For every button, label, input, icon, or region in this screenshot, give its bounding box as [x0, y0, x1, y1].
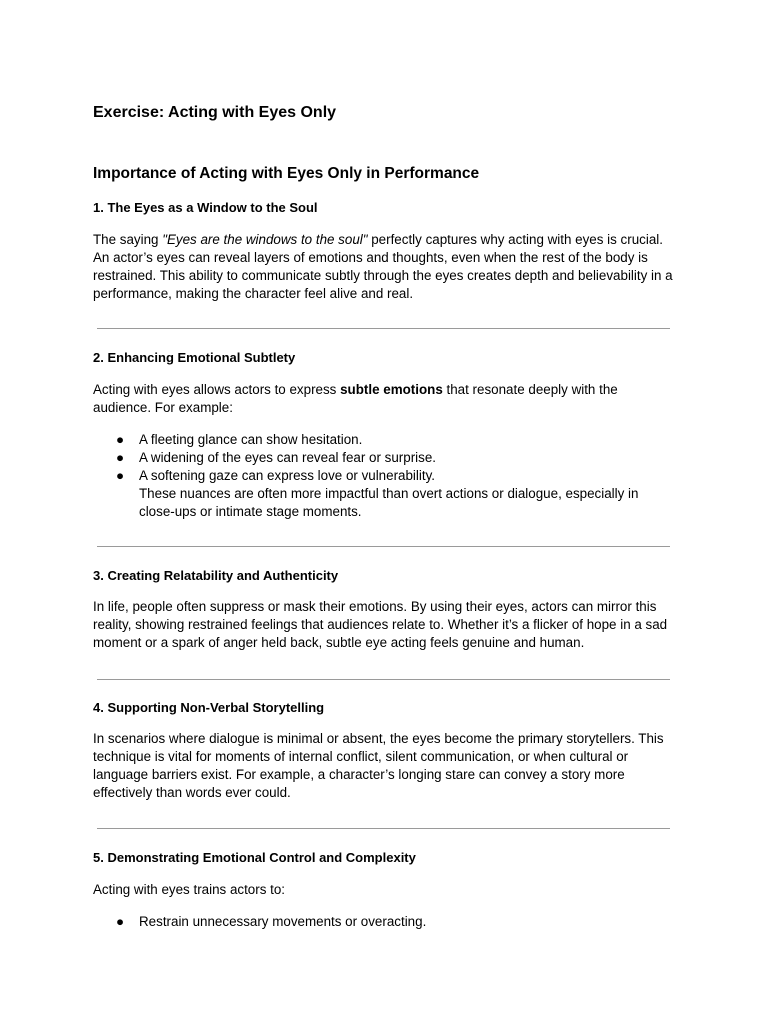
section-4-heading: 4. Supporting Non-Verbal Storytelling	[93, 700, 325, 715]
list-item	[93, 449, 675, 467]
section-1-body: perfectly captures why acting with eyes is crucial. An actor’s eyes can reveal layers of emotions and thoughts, even when the rest of the body is restrained. This ability to communicate subtly through the eyes creates depth and believability in a performance, making the character feel alive and real.	[93, 232, 673, 301]
section-2-body: that resonate deeply with the audience. For example:	[93, 382, 618, 415]
bullet-icon: ●	[116, 432, 125, 447]
section-5-paragraph: Acting with eyes trains actors to:	[93, 882, 286, 897]
section-1-quote: "Eyes are the windows to the soul"	[162, 232, 368, 247]
main-heading: Importance of Acting with Eyes Only in Performance	[93, 165, 480, 182]
section-2-paragraph	[93, 381, 675, 417]
section-5-heading: 5. Demonstrating Emotional Control and Complexity	[93, 850, 416, 865]
list-item-text: Restrain unnecessary movements or overacting.	[139, 914, 427, 929]
section-2-bullet-list	[93, 431, 675, 521]
section-4-paragraph: In scenarios where dialogue is minimal or absent, the eyes become the primary storytellers. This technique is vital for moments of internal conflict, silent communication, or when cultural or language barriers exist. For example, a character’s longing stare can convey a story more effectively than words ever could.	[93, 731, 664, 800]
section-divider	[97, 679, 670, 680]
list-item-text: A softening gaze can express love or vulnerability.	[139, 468, 435, 483]
list-item	[93, 431, 675, 449]
bullet-icon: ●	[116, 914, 125, 929]
section-3-paragraph: In life, people often suppress or mask their emotions. By using their eyes, actors can mirror this reality, showing restrained feelings that audiences relate to. Whether it’s a flicker of hope in a sad moment or a spark of anger held back, subtle eye acting feels genuine and human.	[93, 599, 668, 650]
section-2-bullet-note: These nuances are often more impactful than overt actions or dialogue, especially in close-ups or intimate stage moments.	[139, 486, 639, 519]
section-divider	[97, 828, 670, 829]
list-item-text: A fleeting glance can show hesitation.	[139, 432, 363, 447]
section-2-heading: 2. Enhancing Emotional Subtlety	[93, 350, 296, 365]
section-divider	[97, 328, 670, 329]
list-item	[93, 913, 675, 931]
section-2-bold-phrase: subtle emotions	[340, 382, 443, 397]
section-divider	[97, 546, 670, 547]
section-3-heading: 3. Creating Relatability and Authenticity	[93, 568, 339, 583]
section-1-intro: The saying	[93, 232, 163, 247]
list-item-text: A widening of the eyes can reveal fear or surprise.	[139, 450, 436, 465]
bullet-icon: ●	[116, 450, 125, 465]
bullet-icon: ●	[116, 468, 125, 483]
section-1-heading: 1. The Eyes as a Window to the Soul	[93, 200, 318, 215]
section-1-paragraph	[93, 231, 675, 303]
list-item	[93, 467, 675, 521]
section-2-intro: Acting with eyes allows actors to express	[93, 382, 341, 397]
section-5-bullet-list	[93, 913, 675, 931]
document-title: Exercise: Acting with Eyes Only	[93, 104, 337, 121]
